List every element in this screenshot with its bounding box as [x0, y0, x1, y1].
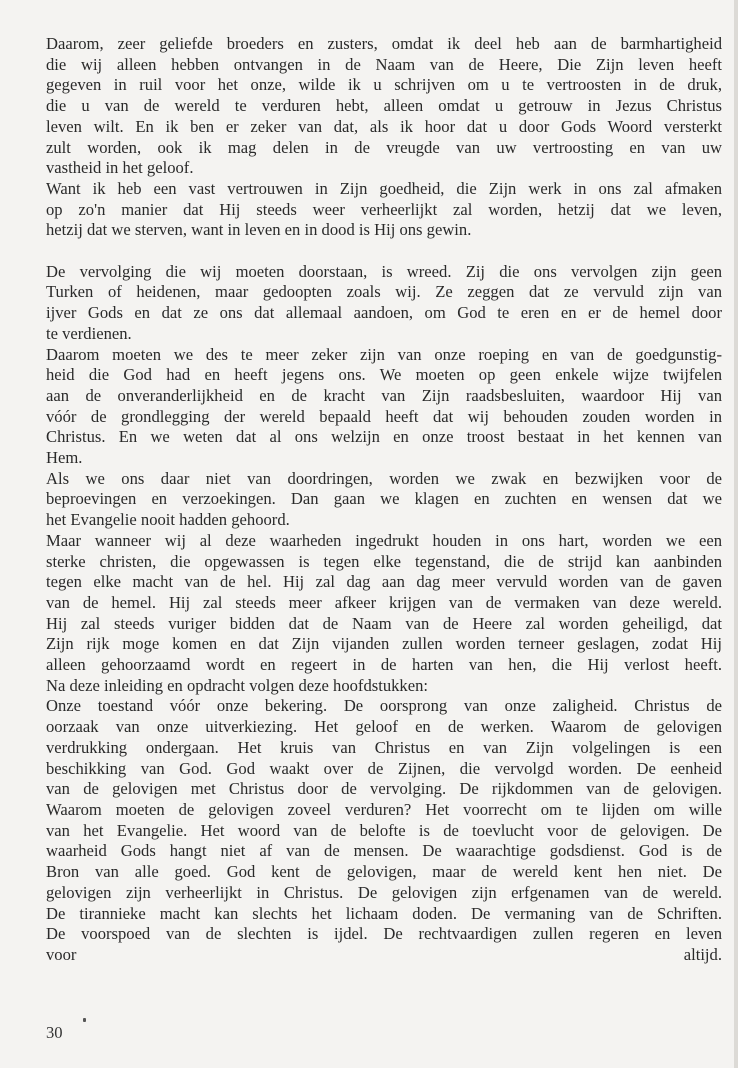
text-line: aan de onveranderlijkheid en de kracht van Zijn raadsbesluiten, waardoor Hij van — [46, 385, 722, 405]
text-line: Maar wanneer wij al deze waarheden ingedrukt houden in ons hart, worden we een — [46, 530, 722, 550]
page-number: 30 — [46, 1023, 63, 1042]
text-line: zult worden, ook ik mag delen in de vreugde van uw vertroosting en van uw — [46, 137, 722, 157]
text-line: Waarom moeten de gelovigen zoveel verduren? Het voorrecht om te lijden om wille — [46, 800, 722, 819]
text-line: waarheid Gods hangt niet af van de mensen. De waarachtige godsdienst. God is de — [46, 841, 722, 861]
text-line: Daarom moeten we des te meer zeker zijn van onze roeping en van de goedgunstig- — [46, 344, 722, 364]
text-line: De tirannieke macht kan slechts het lichaam doden. De vermaning van de Schriften. — [46, 903, 722, 923]
text-line: Want ik heb een vast vertrouwen in Zijn goedheid, die Zijn werk in ons zal afmaken — [46, 178, 722, 198]
text-line: tegen elke macht van de hel. Hij zal dag aan dag meer vervuld worden van de gaven — [46, 572, 722, 592]
text-line: De voorspoed van de slechten is ijdel. De rechtvaardigen zullen regeren en leven — [46, 924, 722, 944]
print-speck — [83, 1018, 86, 1022]
text-line: leven wilt. En ik ben er zeker van dat, als ik hoor dat u door Gods Woord versterkt — [46, 116, 722, 136]
text-line: heid die God had en heeft jegens ons. We moeten op geen enkele wijze twijfelen — [46, 365, 722, 385]
text-line: die wij alleen hebben ontvangen in de Naam van de Heere, Die Zijn leven heeft — [46, 54, 722, 74]
text-line: alleen gehoorzaamd wordt en regeert in de harten van hen, die Hij verlost heeft. — [46, 655, 722, 675]
text-line: voor altijd. — [46, 944, 722, 964]
text-line: Hem. — [46, 448, 83, 468]
text-line: van de gelovigen met Christus door de vervolging. De rijkdommen van de gelovigen. — [46, 779, 722, 799]
text-line: oorzaak van onze uitverkiezing. Het geloof en de werken. Waarom de gelovigen — [46, 717, 722, 737]
text-line: gelovigen zijn verheerlijkt in Christus. De gelovigen zijn erfgenamen van de wereld. — [46, 882, 722, 902]
body-text — [46, 34, 722, 966]
text-line: Zijn rijk moge komen en dat Zijn vijanden zullen worden terneer geslagen, zodat Hij — [46, 634, 722, 654]
text-line: verdrukking ondergaan. Het kruis van Christus en van Zijn volgelingen is een — [46, 737, 722, 757]
text-line: Christus. En we weten dat al ons welzijn en onze troost bestaat in het kennen van — [46, 427, 722, 447]
text-line: op zo'n manier dat Hij steeds weer verheerlijkt zal worden, hetzij dat we leven, — [46, 199, 722, 219]
text-line: Bron van alle goed. God kent de gelovigen, maar de wereld kent hen niet. De — [46, 862, 722, 882]
text-line: ijver Gods en dat ze ons dat allemaal aandoen, om God te eren en er de hemel door — [46, 303, 722, 323]
text-line: Onze toestand vóór onze bekering. De oorsprong van onze zaligheid. Christus de — [46, 696, 722, 716]
text-line: van het Evangelie. Het woord van de belofte is de toevlucht voor de gelovigen. De — [46, 820, 722, 840]
text-line: die u van de wereld te verduren hebt, alleen omdat u getrouw in Jezus Christus — [46, 96, 722, 116]
text-line: het Evangelie nooit hadden gehoord. — [46, 510, 290, 530]
text-line: vóór de grondlegging der wereld bepaald heeft dat wij behouden zouden worden in — [46, 406, 722, 426]
text-line: van de hemel. Hij zal steeds meer afkeer krijgen van de vermaken van deze wereld. — [46, 592, 722, 612]
text-line: Na deze inleiding en opdracht volgen deze hoofdstukken: — [46, 675, 428, 695]
text-line: vastheid in het geloof. — [46, 158, 194, 178]
text-line: Turken of heidenen, maar gedoopten zoals wij. Ze zeggen dat ze vervuld zijn van — [46, 282, 722, 302]
text-line: beschikking van God. God waakt over de Zijnen, die vervolgd worden. De eenheid — [46, 758, 722, 778]
text-line: De vervolging die wij moeten doorstaan, is wreed. Zij die ons vervolgen zijn geen — [46, 261, 722, 281]
text-line: sterke christen, die opgewassen is tegen elke tegenstand, die de strijd kan aanbinden — [46, 551, 722, 571]
text-line: Daarom, zeer geliefde broeders en zusters, omdat ik deel heb aan de barmhartigheid — [46, 34, 722, 53]
text-line: gegeven in ruil voor het onze, wilde ik u schrijven om u te vertroosten in de druk, — [46, 75, 722, 95]
paragraph-gap — [46, 241, 722, 262]
text-line: Als we ons daar niet van doordringen, worden we zwak en bezwijken voor de — [46, 468, 722, 488]
text-line: beproevingen en verzoekingen. Dan gaan we klagen en zuchten en wensen dat we — [46, 489, 722, 509]
page-edge — [734, 0, 738, 1068]
text-line: Hij zal steeds vuriger bidden dat de Naam van de Heere zal worden geheiligd, dat — [46, 613, 722, 633]
text-line: hetzij dat we sterven, want in leven en in dood is Hij ons gewin. — [46, 220, 472, 240]
text-line: te verdienen. — [46, 323, 132, 343]
